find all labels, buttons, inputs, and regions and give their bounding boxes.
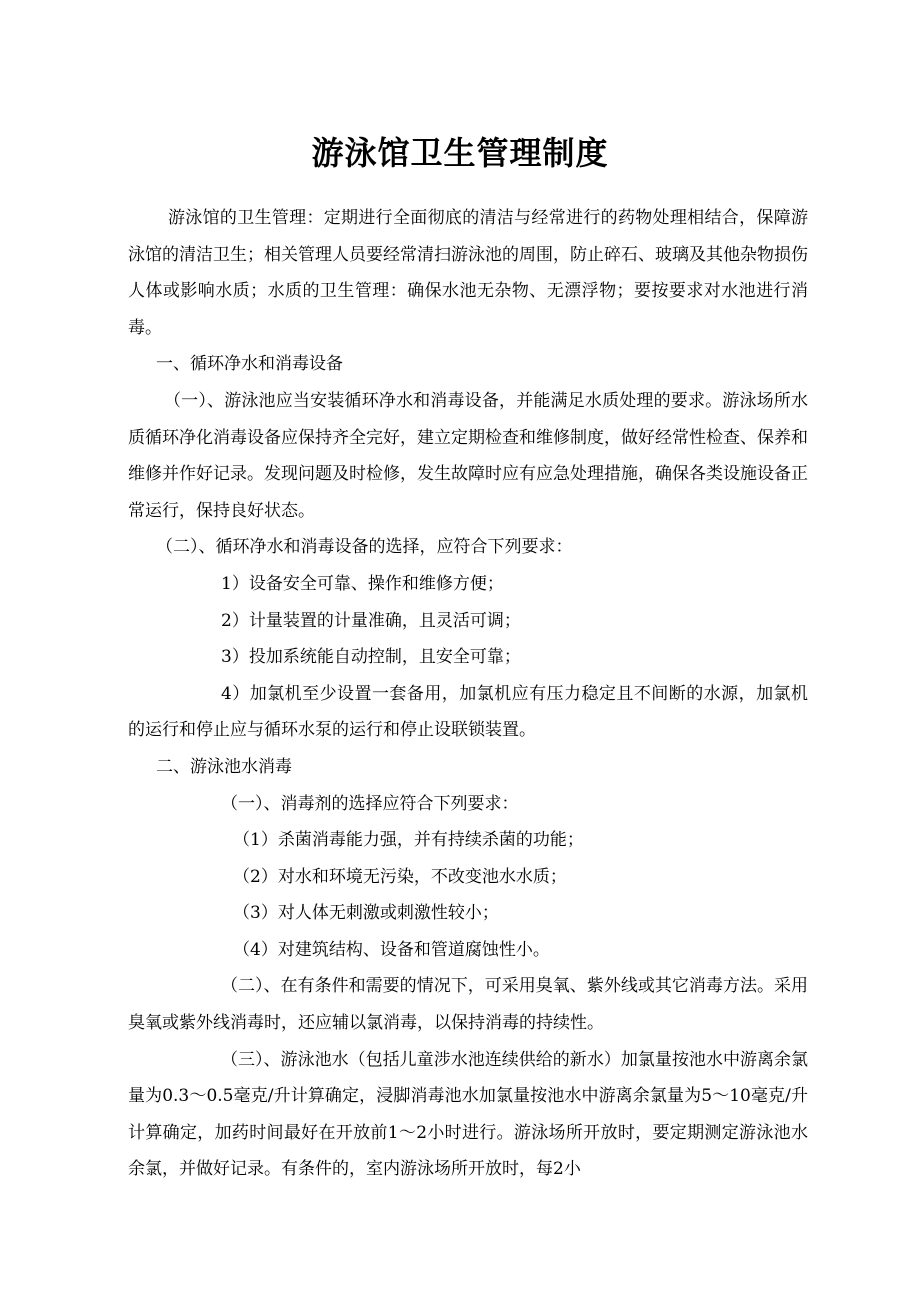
document-body <box>128 200 808 1188</box>
list-item: （4）对建筑结构、设备和管道腐蚀性小。 <box>233 939 550 960</box>
section-2-paragraph-2: （二）、在有条件和需要的情况下，可采用臭氧、紫外线或其它消毒方法。采用臭氧或紫外线消毒时，还应辅以氯消毒，以保持消毒的持续性。 <box>128 976 808 1034</box>
document-title: 游泳馆卫生管理制度 <box>311 134 609 172</box>
list-item: 3）投加系统能自动控制，且安全可靠； <box>221 647 521 668</box>
section-2-heading: 二、游泳池水消毒 <box>156 756 292 777</box>
list-item: （1）杀菌消毒能力强，并有持续杀菌的功能； <box>233 830 584 851</box>
section-2-paragraph-1: （一）、消毒剂的选择应符合下列要求： <box>221 793 519 814</box>
list-item: 1）设备安全可靠、操作和维修方便； <box>221 573 504 594</box>
section-2-paragraph-3: （三）、游泳池水（包括儿童涉水池连续供给的新水）加氯量按池水中游离余氯量为0.3～0.5毫克/升计算确定，浸脚消毒池水加氯量按池水中游离余氯量为5～10毫克/升计算确定，加药时间最好在开放前1～2小时进行。游泳场所开放时，要定期测定游泳池水余氯，并做好记录。有条件的，室内游泳场所开放时，每2小 <box>128 1049 808 1180</box>
list-item: 4）加氯机至少设置一套备用，加氯机应有压力稳定且不间断的水源，加氯机的运行和停止应与循环水泵的运行和停止设联锁装置。 <box>128 683 808 741</box>
list-item: 2）计量装置的计量准确，且灵活可调； <box>221 610 521 631</box>
section-1-paragraph-2: （二）、循环净水和消毒设备的选择，应符合下列要求： <box>156 537 573 558</box>
section-1-heading: 一、循环净水和消毒设备 <box>156 354 343 375</box>
intro-paragraph: 游泳馆的卫生管理：定期进行全面彻底的清洁与经常进行的药物处理相结合，保障游泳馆的清洁卫生；相关管理人员要经常清扫游泳池的周围，防止碎石、玻璃及其他杂物损伤人体或影响水质；水质的卫生管理：确保水池无杂物、无漂浮物；要按要求对水池进行消毒。 <box>128 208 808 338</box>
section-1-paragraph-1: （一）、游泳池应当安装循环净水和消毒设备，并能满足水质处理的要求。游泳场所水质循环净化消毒设备应保持齐全完好，建立定期检查和维修制度，做好经常性检查、保养和维修并作好记录。发现问题及时检修，发生故障时应有应急处理措施，确保各类设施设备正常运行，保持良好状态。 <box>128 390 808 521</box>
list-item: （2）对水和环境无污染，不改变池水水质； <box>233 866 567 887</box>
list-item: （3）对人体无刺激或刺激性较小； <box>233 903 499 924</box>
